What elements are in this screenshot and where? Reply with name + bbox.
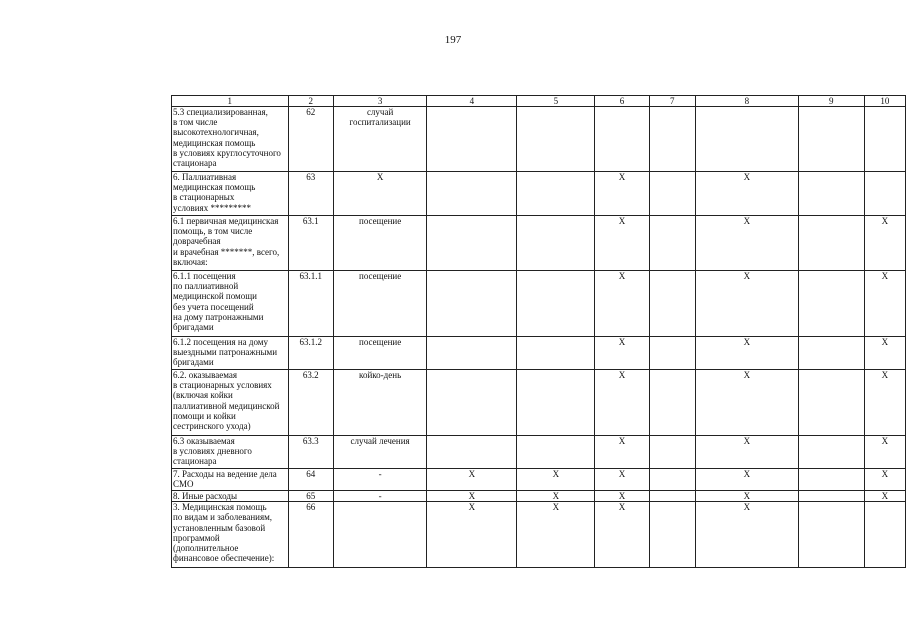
value-cell: X: [595, 469, 649, 491]
row-label: 6.2. оказываемая в стационарных условиях (включая койки паллиативной медицинской помощи и койки сестринского ухода): [172, 370, 289, 436]
value-cell: [798, 172, 864, 216]
value-cell: X: [595, 436, 649, 469]
row-code: 63.2: [288, 370, 333, 436]
table-row: [172, 337, 906, 370]
value-cell: X: [517, 469, 595, 491]
value-cell: [517, 436, 595, 469]
value-cell: [517, 172, 595, 216]
row-code: 63.3: [288, 436, 333, 469]
value-cell: [427, 337, 517, 370]
column-header-2: 2: [288, 96, 333, 107]
unit-cell: X: [333, 172, 426, 216]
column-header-8: 8: [695, 96, 798, 107]
value-cell: X: [864, 469, 905, 491]
row-code: 66: [288, 502, 333, 568]
table-row: [172, 469, 906, 491]
row-label: 3. Медицинская помощь по видам и заболеваниям, установленным базовой программой (дополнительное финансовое обеспечение):: [172, 502, 289, 568]
value-cell: [798, 502, 864, 568]
value-cell: [649, 216, 695, 271]
value-cell: X: [695, 172, 798, 216]
value-cell: X: [695, 337, 798, 370]
value-cell: X: [864, 216, 905, 271]
value-cell: [649, 370, 695, 436]
value-cell: X: [864, 491, 905, 502]
value-cell: X: [427, 469, 517, 491]
value-cell: [517, 370, 595, 436]
unit-cell: случай госпитализации: [333, 107, 426, 172]
unit-cell: посещение: [333, 216, 426, 271]
data-table: [171, 95, 906, 568]
value-cell: X: [864, 436, 905, 469]
unit-cell: -: [333, 491, 426, 502]
value-cell: X: [517, 491, 595, 502]
value-cell: [649, 436, 695, 469]
table-row: [172, 491, 906, 502]
value-cell: [427, 436, 517, 469]
row-label: 5.3 специализированная, в том числе высокотехнологичная, медицинская помощь в условиях круглосуточного стационара: [172, 107, 289, 172]
value-cell: [798, 491, 864, 502]
value-cell: [798, 436, 864, 469]
table-body: [172, 107, 906, 568]
value-cell: X: [695, 216, 798, 271]
value-cell: [864, 172, 905, 216]
value-cell: [649, 107, 695, 172]
value-cell: X: [427, 502, 517, 568]
row-label: 6.1.1 посещения по паллиативной медицинской помощи без учета посещений на дому патронажными бригадами: [172, 271, 289, 337]
row-code: 63.1.2: [288, 337, 333, 370]
unit-cell: посещение: [333, 337, 426, 370]
value-cell: [649, 491, 695, 502]
value-cell: [649, 337, 695, 370]
header-row: [172, 96, 906, 107]
value-cell: [427, 172, 517, 216]
value-cell: [427, 216, 517, 271]
value-cell: X: [695, 370, 798, 436]
table-row: [172, 436, 906, 469]
value-cell: X: [595, 337, 649, 370]
row-label: 6.3 оказываемая в условиях дневного стационара: [172, 436, 289, 469]
value-cell: [798, 370, 864, 436]
table-row: [172, 271, 906, 337]
table-row: [172, 216, 906, 271]
value-cell: X: [864, 271, 905, 337]
value-cell: X: [695, 436, 798, 469]
value-cell: [649, 271, 695, 337]
row-code: 62: [288, 107, 333, 172]
value-cell: X: [595, 172, 649, 216]
value-cell: [517, 216, 595, 271]
page-number: 197: [444, 34, 462, 46]
table-row: [172, 107, 906, 172]
value-cell: X: [695, 271, 798, 337]
column-header-5: 5: [517, 96, 595, 107]
row-label: 7. Расходы на ведение дела СМО: [172, 469, 289, 491]
unit-cell: [333, 502, 426, 568]
column-header-9: 9: [798, 96, 864, 107]
unit-cell: койко-день: [333, 370, 426, 436]
value-cell: X: [864, 370, 905, 436]
row-code: 64: [288, 469, 333, 491]
value-cell: [427, 370, 517, 436]
value-cell: [798, 271, 864, 337]
row-label: 6.1.2 посещения на дому выездными патронажными бригадами: [172, 337, 289, 370]
row-code: 63.1: [288, 216, 333, 271]
table-row: [172, 172, 906, 216]
column-header-6: 6: [595, 96, 649, 107]
column-header-4: 4: [427, 96, 517, 107]
value-cell: X: [695, 469, 798, 491]
column-header-7: 7: [649, 96, 695, 107]
value-cell: [517, 107, 595, 172]
value-cell: X: [595, 271, 649, 337]
value-cell: [864, 502, 905, 568]
row-code: 63.1.1: [288, 271, 333, 337]
value-cell: [798, 337, 864, 370]
column-header-10: 10: [864, 96, 905, 107]
row-label: 6.1 первичная медицинская помощь, в том числе доврачебная и врачебная *******, всего, включая:: [172, 216, 289, 271]
unit-cell: случай лечения: [333, 436, 426, 469]
value-cell: [798, 469, 864, 491]
value-cell: [649, 502, 695, 568]
value-cell: X: [427, 491, 517, 502]
row-label: 6. Паллиативная медицинская помощь в стационарных условиях *********: [172, 172, 289, 216]
value-cell: [798, 107, 864, 172]
value-cell: X: [595, 502, 649, 568]
table-row: [172, 502, 906, 568]
value-cell: X: [595, 370, 649, 436]
value-cell: [649, 469, 695, 491]
row-code: 65: [288, 491, 333, 502]
value-cell: X: [695, 502, 798, 568]
row-label: 8. Иные расходы: [172, 491, 289, 502]
value-cell: [427, 271, 517, 337]
value-cell: X: [517, 502, 595, 568]
value-cell: [427, 107, 517, 172]
table-header: [172, 96, 906, 107]
row-code: 63: [288, 172, 333, 216]
value-cell: [798, 216, 864, 271]
value-cell: [517, 271, 595, 337]
table-row: [172, 370, 906, 436]
value-cell: X: [695, 491, 798, 502]
value-cell: X: [595, 491, 649, 502]
value-cell: [864, 107, 905, 172]
unit-cell: посещение: [333, 271, 426, 337]
value-cell: X: [864, 337, 905, 370]
value-cell: [695, 107, 798, 172]
column-header-1: 1: [172, 96, 289, 107]
unit-cell: -: [333, 469, 426, 491]
value-cell: [517, 337, 595, 370]
value-cell: [595, 107, 649, 172]
value-cell: [649, 172, 695, 216]
column-header-3: 3: [333, 96, 426, 107]
value-cell: X: [595, 216, 649, 271]
